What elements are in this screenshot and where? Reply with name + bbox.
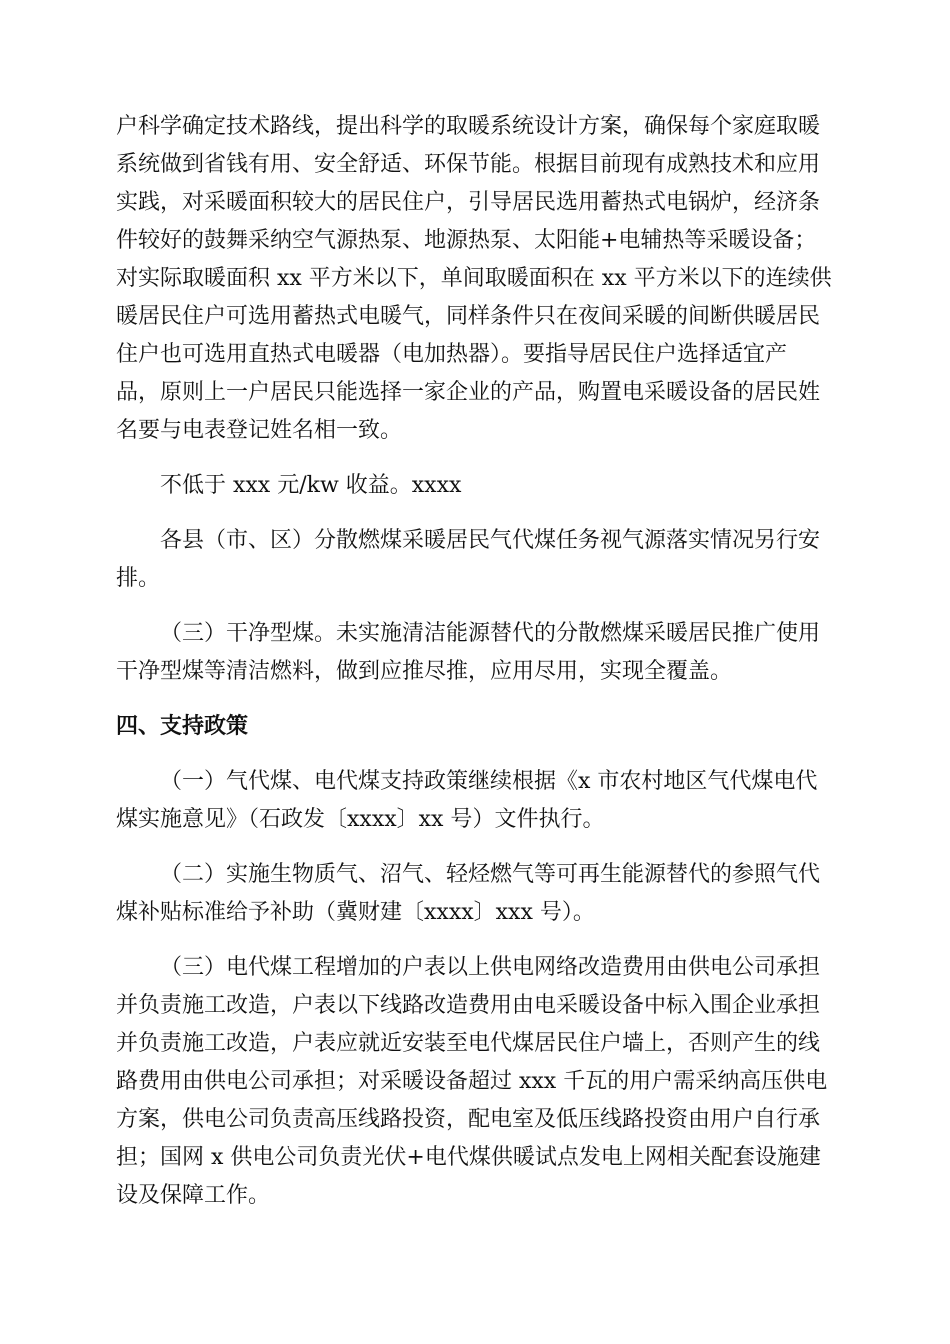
text-line: 户科学确定技术路线，提出科学的取暖系统设计方案，确保每个家庭取暖 [116, 114, 821, 139]
text-line: 不低于 xxx 元/kw 收益。xxxx [160, 473, 462, 498]
text-line: 实践，对采暖面积较大的居民住户，引导居民选用蓄热式电锅炉，经济条 [116, 190, 821, 215]
paragraph-clean-coal [116, 615, 832, 691]
text-line: 排。 [116, 566, 161, 591]
section-heading: 四、支持政策 [116, 714, 249, 739]
paragraph-policy-2 [116, 856, 832, 932]
paragraph-heating-options [116, 108, 832, 450]
paragraph-policy-3 [116, 949, 832, 1215]
text-line: 路费用由供电公司承担；对采暖设备超过 xxx 千瓦的用户需采纳高压供电 [116, 1069, 828, 1094]
text-line: 担；国网 x 供电公司负责光伏+电代煤供暖试点发电上网相关配套设施建 [116, 1145, 821, 1170]
document-page [116, 108, 832, 1215]
text-line: 各县（市、区）分散燃煤采暖居民气代煤任务视气源落实情况另行安 [160, 528, 821, 553]
text-line: 煤补贴标准给予补助（冀财建〔xxxx〕xxx 号）。 [116, 900, 595, 925]
text-line: 煤实施意见》（石政发〔xxxx〕xx 号）文件执行。 [116, 807, 605, 832]
paragraph-revenue [116, 467, 832, 505]
text-line: 并负责施工改造，户表应就近安装至电代煤居民住户墙上，否则产生的线 [116, 1031, 821, 1056]
text-line: 并负责施工改造，户表以下线路改造费用由电采暖设备中标入围企业承担 [116, 993, 821, 1018]
text-line: 干净型煤等清洁燃料，做到应推尽推，应用尽用，实现全覆盖。 [116, 659, 733, 684]
text-line: 暖居民住户可选用蓄热式电暖气，同样条件只在夜间采暖的间断供暖居民 [116, 304, 821, 329]
text-line: 方案，供电公司负责高压线路投资，配电室及低压线路投资由用户自行承 [116, 1107, 821, 1132]
paragraph-gas-replacement [116, 522, 832, 598]
text-line: 设及保障工作。 [116, 1183, 271, 1208]
text-line: 名要与电表登记姓名相一致。 [116, 418, 403, 443]
text-line: 系统做到省钱有用、安全舒适、环保节能。根据目前现有成熟技术和应用 [116, 152, 821, 177]
text-line: 对实际取暖面积 xx 平方米以下，单间取暖面积在 xx 平方米以下的连续供 [116, 266, 832, 291]
text-line: （二）实施生物质气、沼气、轻烃燃气等可再生能源替代的参照气代 [160, 862, 821, 887]
text-line: （一）气代煤、电代煤支持政策继续根据《x 市农村地区气代煤电代 [160, 769, 818, 794]
text-line: 品，原则上一户居民只能选择一家企业的产品，购置电采暖设备的居民姓 [116, 380, 821, 405]
text-line: 件较好的鼓舞采纳空气源热泵、地源热泵、太阳能+电辅热等采暖设备； [116, 228, 817, 253]
text-line: （三）电代煤工程增加的户表以上供电网络改造费用由供电公司承担 [160, 955, 821, 980]
text-line: 住户也可选用直热式电暖器（电加热器）。要指导居民住户选择适宜产 [116, 342, 788, 367]
paragraph-policy-1 [116, 763, 832, 839]
text-line: （三）干净型煤。未实施清洁能源替代的分散燃煤采暖居民推广使用 [160, 621, 821, 646]
